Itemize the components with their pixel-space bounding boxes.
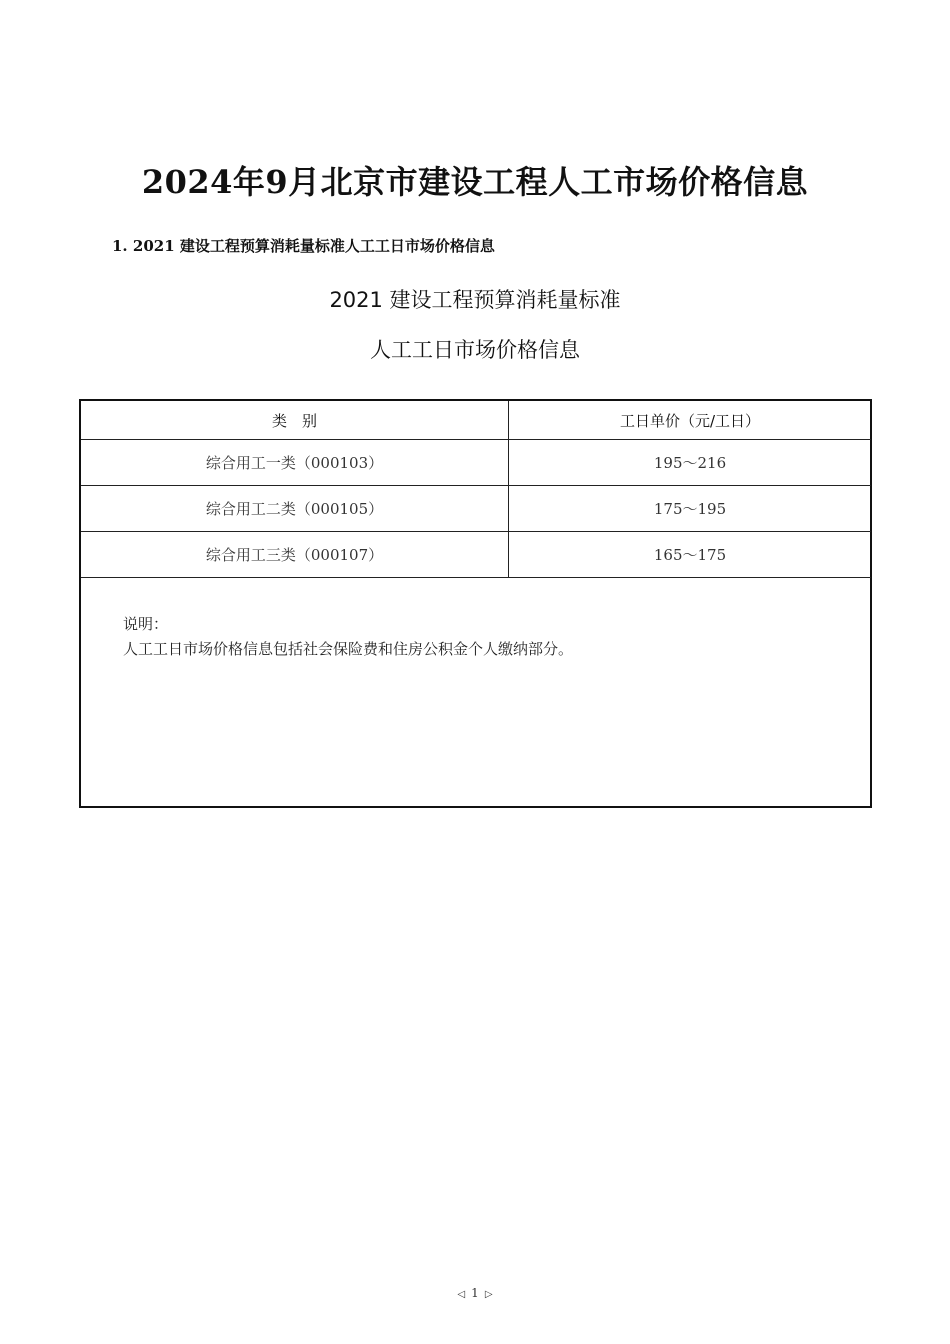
table-title-line-1: 2021 建设工程预算消耗量标准 [329, 288, 621, 312]
price-table [81, 401, 871, 578]
table-notes [81, 578, 870, 662]
page-number: 1 [471, 1286, 479, 1300]
notes-label: 说明： [123, 615, 169, 633]
triangle-left-icon: ◁ [457, 1289, 466, 1300]
header-price: 工日单价（元/工日） [509, 401, 872, 440]
row-price: 165～175 [509, 532, 872, 578]
row-category: 综合用工三类（000107） [81, 532, 509, 578]
table-row [81, 532, 871, 578]
page-title: 2024年9月北京市建设工程人工市场价格信息 [141, 163, 809, 201]
price-table-frame [79, 399, 872, 808]
section-heading: 1. 2021 建设工程预算消耗量标准人工工日市场价格信息 [112, 237, 495, 255]
triangle-right-icon: ▷ [484, 1289, 493, 1300]
row-price: 175～195 [509, 486, 872, 532]
row-category: 综合用工二类（000105） [81, 486, 509, 532]
row-price: 195～216 [509, 440, 872, 486]
table-title-line-2: 人工工日市场价格信息 [370, 338, 580, 362]
table-row [81, 486, 871, 532]
table-header-row [81, 401, 871, 440]
page-footer [0, 1284, 950, 1304]
table-row [81, 440, 871, 486]
row-category: 综合用工一类（000103） [81, 440, 509, 486]
notes-text: 人工工日市场价格信息包括社会保险费和住房公积金个人缴纳部分。 [123, 640, 574, 658]
header-category: 类 别 [81, 401, 509, 440]
